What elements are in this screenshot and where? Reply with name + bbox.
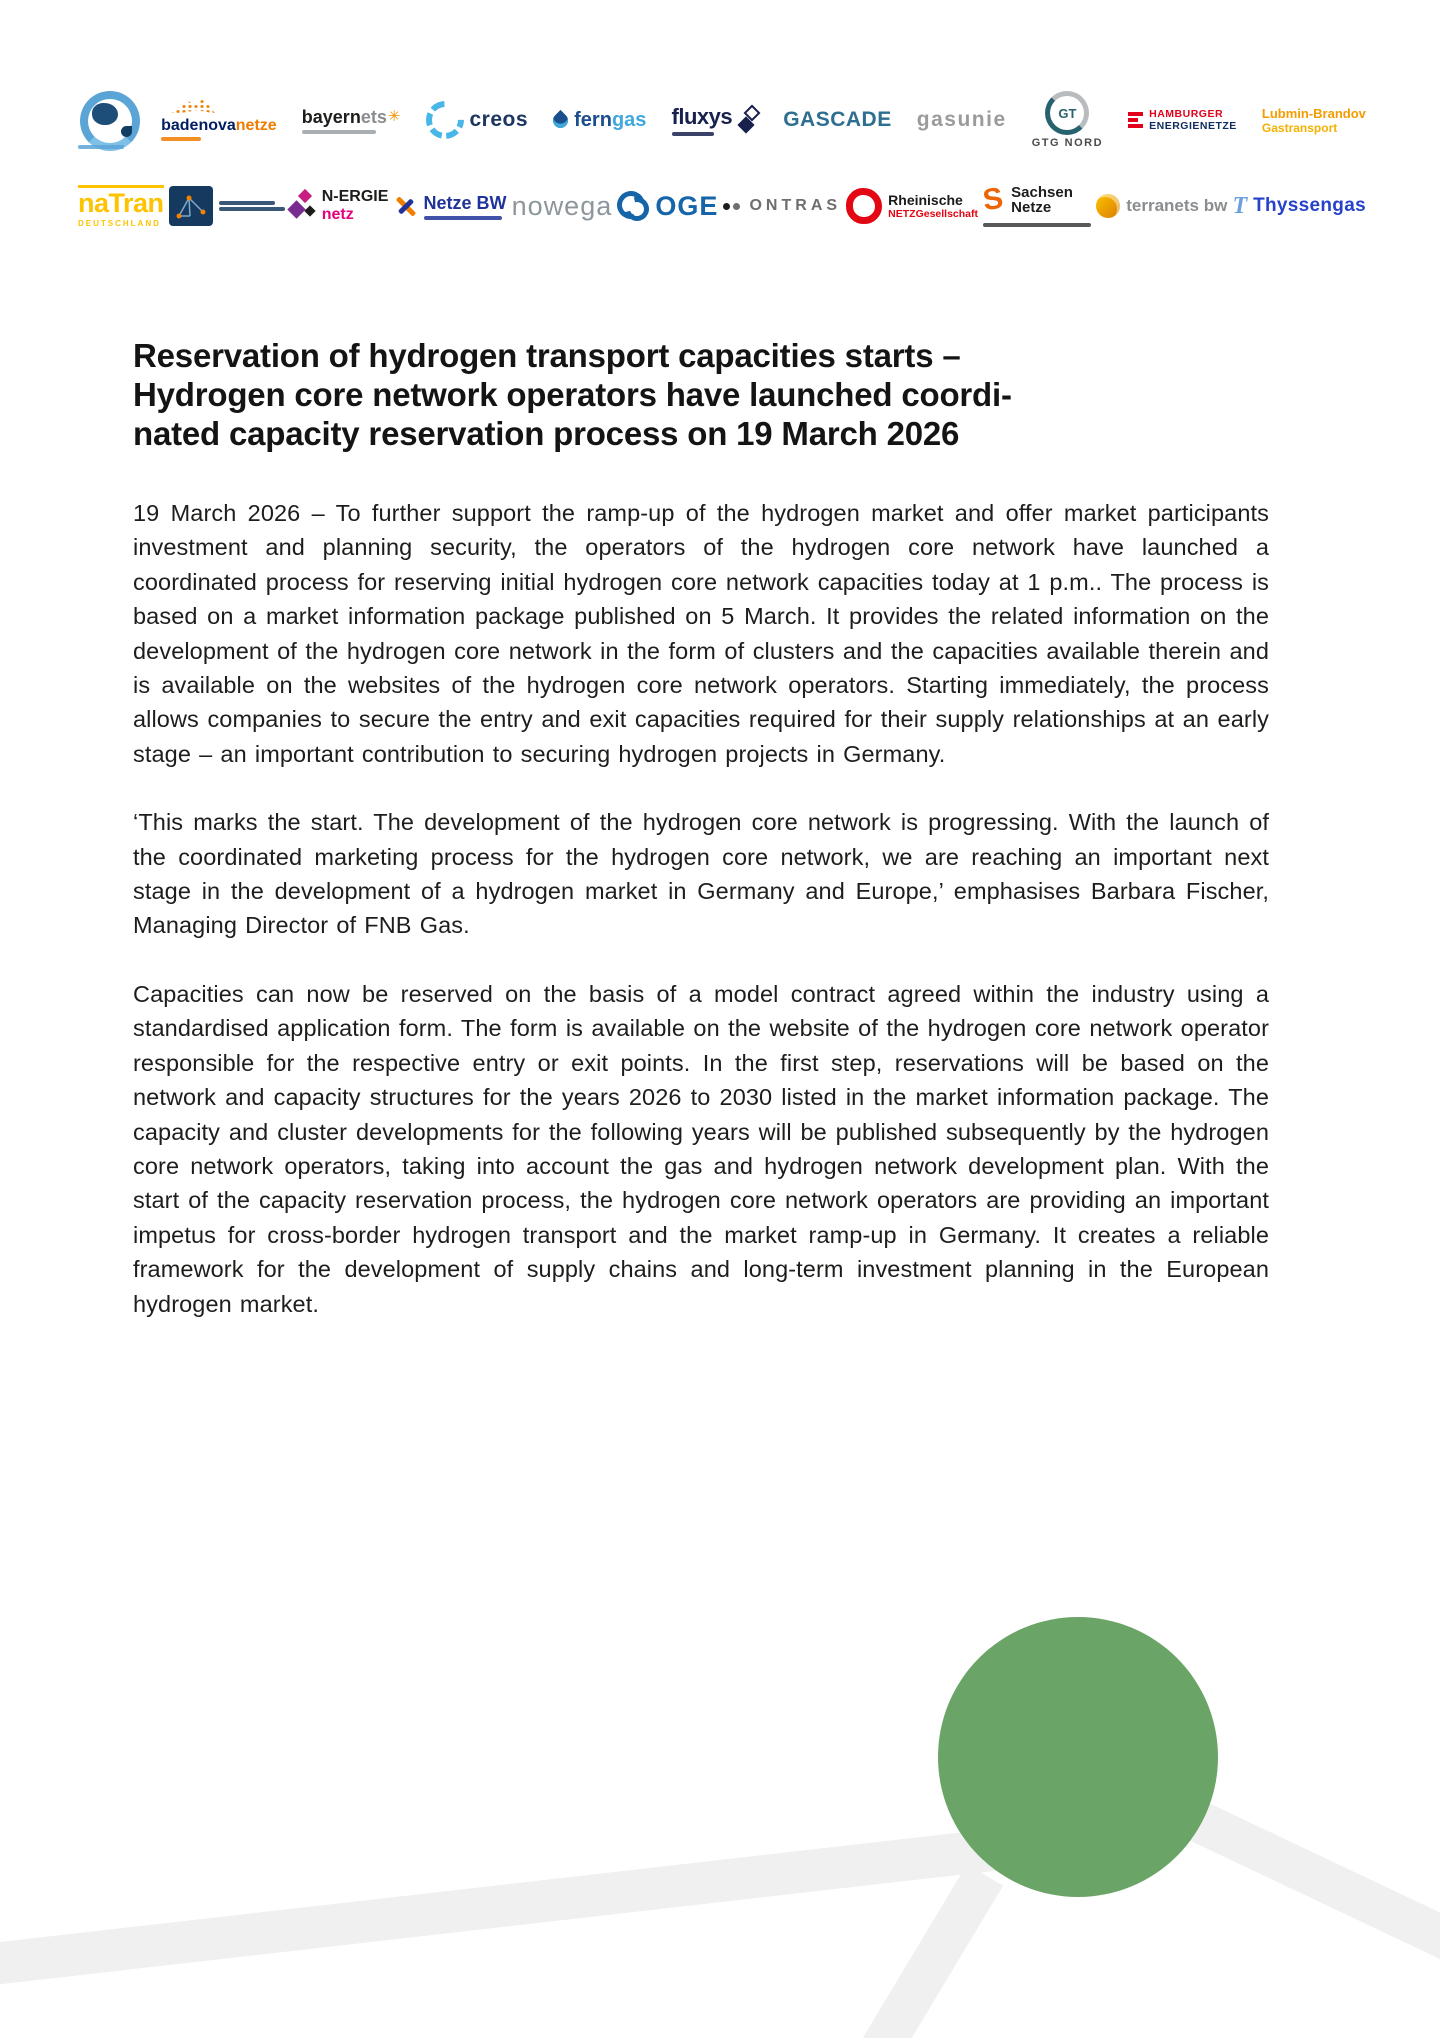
logo-blue-emblem xyxy=(78,91,136,149)
logo-row-2 xyxy=(78,168,1366,244)
logo-wordmark-bar xyxy=(424,216,502,220)
fluxys-wordmark: fluxys xyxy=(671,104,733,129)
title-line-2: Hydrogen core network operators have launched coordi- xyxy=(133,376,1012,413)
title-line-1: Reservation of hydrogen transport capacities starts – xyxy=(133,337,961,374)
page-title xyxy=(133,336,1293,453)
creos-wordmark: creos xyxy=(469,108,529,131)
network-constellation-icon xyxy=(169,186,213,226)
article-body xyxy=(133,496,1269,1355)
hamburger-line1: HAMBURGER xyxy=(1149,108,1224,120)
n-ergie-wordmark: N-ERGIE xyxy=(321,188,389,205)
logo-wordmark-bar xyxy=(983,223,1091,227)
logo-wordmark-bar xyxy=(302,130,376,134)
logo-thyssengas xyxy=(1232,193,1366,220)
logo-gtg-nord xyxy=(1032,91,1103,149)
n-ergie-netz-label: netz xyxy=(321,206,354,223)
logo-bayernets xyxy=(302,107,401,134)
netze-bw-wordmark: Netze BW xyxy=(423,192,507,213)
oge-wordmark: OGE xyxy=(655,190,719,221)
paragraph-2: ‘This marks the start. The development of the hydrogen core network is progressing. With the launch of the coordinated marketing process for the hydrogen core network, we are reaching an important next stage in the development of a hydrogen market in Germany and Europe,’ emphasises Barbara Fischer, Managing Director of FNB Gas. xyxy=(133,809,1269,939)
logo-wordmark-bar xyxy=(219,207,285,211)
paragraph-1: 19 March 2026 – To further support the ramp-up of the hydrogen market and offer market participants investment and planning security, the operators of the hydrogen core network have launched a coordinated process for reserving initial hydrogen core network capacities today at 1 p.m.. The process is based on a market information package published on 5 March. It provides the related information on the development of the hydrogen core network in the form of clusters and the capacities available therein and is available on the websites of the hydrogen core network operators. Starting immediately, the process allows companies to secure the entry and exit capacities required for their supply relationships at an early stage – an important contribution to securing hydrogen projects in Germany. xyxy=(133,500,1269,767)
logo-row-1 xyxy=(78,80,1366,160)
rng-line2: NETZGesellschaft xyxy=(888,208,979,220)
blue-swirl-icon xyxy=(78,91,136,143)
logo-ferngas xyxy=(553,109,646,132)
rng-line1: Rheinische xyxy=(888,192,963,208)
logo-navy-square-network xyxy=(169,186,285,226)
gascade-wordmark: GASCADE xyxy=(783,108,892,131)
sachsennetze-line2: Netze xyxy=(1011,199,1052,216)
sachsennetze-s-icon: S xyxy=(980,181,1006,218)
logo-rheinische-netzgesellschaft xyxy=(846,188,978,224)
logo-fluxys xyxy=(672,104,759,136)
gtg-nord-caption: GTG NORD xyxy=(1031,137,1104,149)
gasunie-wordmark: gasunie xyxy=(916,108,1007,131)
thyssengas-wordmark: Thyssengas xyxy=(1253,195,1366,216)
logo-gascade xyxy=(783,108,892,132)
bayernets-star-icon: ✳ xyxy=(387,107,401,125)
logo-sachsennetze xyxy=(980,181,1091,227)
logo-n-ergie-netz xyxy=(290,188,389,224)
lubmin-line2: Gastransport xyxy=(1261,120,1338,135)
terranets-wordmark: terranets bw xyxy=(1126,196,1228,215)
logo-hamburger-energienetze xyxy=(1128,108,1237,132)
logo-creos xyxy=(426,101,529,139)
decoration-line-down xyxy=(862,1875,985,2038)
logo-natran xyxy=(78,185,164,228)
lubmin-line1: Lubmin-Brandov xyxy=(1261,105,1366,121)
logo-wordmark-bar xyxy=(161,137,201,141)
logo-terranets-bw xyxy=(1096,194,1227,218)
ferngas-drop-icon xyxy=(550,109,571,130)
badenova-wordmark: badenovanetze xyxy=(161,117,277,134)
bayernets-wordmark: bayernets✳ xyxy=(301,106,401,127)
sachsennetze-line1: Sachsen xyxy=(1011,184,1073,201)
n-ergie-dots-icon xyxy=(290,191,316,221)
netze-bw-x-icon xyxy=(394,194,418,218)
hamburger-line2: ENERGIENETZE xyxy=(1149,120,1237,132)
ferngas-wordmark: ferngas xyxy=(574,108,647,131)
title-line-3: nated capacity reservation process on 19 March 2026 xyxy=(133,415,960,452)
green-circle xyxy=(938,1617,1218,1897)
logo-wordmark-bar xyxy=(78,145,124,149)
terranets-globe-icon xyxy=(1096,194,1120,218)
hamburger-energienetze-icon xyxy=(1128,112,1143,128)
logo-netze-bw xyxy=(394,193,507,220)
logo-gasunie xyxy=(917,108,1007,132)
nowega-wordmark: nowega xyxy=(511,190,613,221)
thyssengas-t-icon: T xyxy=(1232,192,1248,219)
logo-nowega xyxy=(512,191,613,222)
gtg-nord-circle-icon: GT xyxy=(1045,91,1089,135)
natran-caption: DEUTSCHLAND xyxy=(78,218,161,228)
logo-wordmark-bar xyxy=(219,201,275,205)
logo-lubmin-brandov xyxy=(1262,106,1366,135)
paragraph-3: Capacities can now be reserved on the basis of a model contract agreed within the industry using a standardised application form. The form is available on the website of the hydrogen core network operator responsible for the respective entry or exit points. In the first step, reservations will be based on the network and capacity structures for the years 2026 to 2030 listed in the market information package. The capacity and cluster developments for the following years will be published subsequently by the hydrogen core network operators, taking into account the gas and hydrogen network development plan. With the start of the capacity reservation process, the hydrogen core network operators are providing an important impetus for cross-border hydrogen transport and the market ramp-up in Germany. It creates a reliable framework for the development of supply chains and long-term investment planning in the European hydrogen market. xyxy=(133,980,1269,1317)
oge-swirl-icon xyxy=(617,191,649,221)
fluxys-molecule-icon xyxy=(738,107,758,133)
network-decoration xyxy=(0,1540,1440,2038)
rng-circle-icon xyxy=(846,188,882,224)
ontras-dots-icon xyxy=(723,197,743,215)
logo-oge xyxy=(617,191,718,222)
badenova-dots-icon xyxy=(169,99,215,115)
logo-badenovanetze xyxy=(161,99,277,141)
natran-wordmark: naTran xyxy=(78,185,164,219)
creos-c-icon xyxy=(418,93,472,147)
ontras-wordmark: ONTRAS xyxy=(749,197,842,214)
logo-ontras xyxy=(723,197,841,215)
logo-wordmark-bar xyxy=(672,132,714,136)
